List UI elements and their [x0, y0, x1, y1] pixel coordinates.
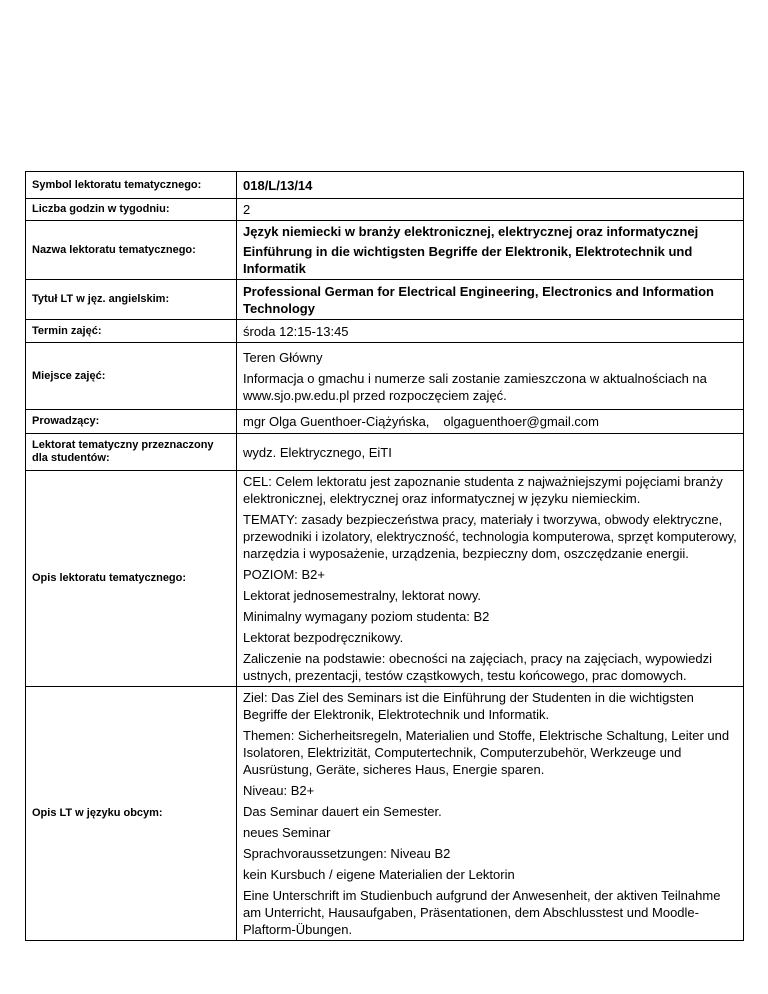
- description-pl-label: Opis lektoratu tematycznego:: [26, 471, 237, 687]
- place-value-info: Informacja o gmachu i numerze sali zostanie zamieszczona w aktualnościach na www.sjo.pw.edu.pl przed rozpoczęciem zajęć.: [243, 370, 707, 403]
- teacher-name: mgr Olga Guenthoer-Ciążyńska,: [243, 414, 430, 429]
- teacher-value: [237, 410, 744, 434]
- title-en-label: Tytuł LT w jęz. angielskim:: [26, 280, 237, 320]
- title-en-value: Professional German for Electrical Engineering, Electronics and Information Technology: [237, 280, 744, 320]
- name-label: Nazwa lektoratu tematycznego:: [26, 221, 237, 280]
- description-pl-paragraph: POZIOM: B2+: [243, 567, 325, 582]
- description-foreign-paragraph: Sprachvoraussetzungen: Niveau B2: [243, 846, 451, 861]
- symbol-value: 018/L/13/14: [237, 172, 744, 199]
- place-value-area: Teren Główny: [243, 349, 323, 365]
- place-value: [237, 343, 744, 410]
- row-teacher: [26, 410, 744, 434]
- row-description-foreign: [26, 687, 744, 941]
- row-term: [26, 320, 744, 343]
- row-description-pl: [26, 471, 744, 687]
- description-foreign-value: [237, 687, 744, 941]
- description-foreign-label: Opis LT w języku obcym:: [26, 687, 237, 941]
- audience-value: wydz. Elektrycznego, EiTI: [237, 434, 744, 471]
- row-name: [26, 221, 744, 280]
- description-foreign-paragraph: Niveau: B2+: [243, 783, 315, 798]
- course-info-table: [25, 171, 744, 941]
- teacher-label: Prowadzący:: [26, 410, 237, 434]
- hours-value: 2: [237, 199, 744, 221]
- description-pl-paragraph: CEL: Celem lektoratu jest zapoznanie studenta z najważniejszymi pojęciami branży elektronicznej, elektrycznej oraz informatycznej w języku niemieckim.: [243, 474, 723, 506]
- term-value: środa 12:15-13:45: [237, 320, 744, 343]
- description-pl-paragraph: Zaliczenie na podstawie: obecności na zajęciach, pracy na zajęciach, wypowiedzi ustnych, prezentacji, testów cząstkowych, testu końcowego, prac domowych.: [243, 651, 712, 683]
- description-pl-paragraph: Minimalny wymagany poziom studenta: B2: [243, 609, 490, 624]
- hours-label: Liczba godzin w tygodniu:: [26, 199, 237, 221]
- description-pl-paragraph: Lektorat jednosemestralny, lektorat nowy.: [243, 588, 481, 603]
- description-foreign-paragraph: Das Seminar dauert ein Semester.: [243, 804, 442, 819]
- audience-label: Lektorat tematyczny przeznaczony dla studentów:: [26, 434, 237, 471]
- description-foreign-paragraph: Eine Unterschrift im Studienbuch aufgrund der Anwesenheit, der aktiven Teilnahme am Unterricht, Hausaufgaben, Präsentationen, dem Abschlusstest und Moodle-Plaftorm-Übungen.: [243, 888, 721, 937]
- symbol-label: Symbol lektoratu tematycznego:: [26, 172, 237, 199]
- description-foreign-paragraph: Themen: Sicherheitsregeln, Materialien und Stoffe, Elektrische Schaltung, Leiter und Isolatoren, Elektrizität, Computertechnik, Computerzubehör, Werkzeuge und Ausrüstung, Geräte, sicheres Haus, Energie sparen.: [243, 728, 730, 777]
- term-label: Termin zajęć:: [26, 320, 237, 343]
- name-value-de: Einführung in die wichtigsten Begriffe der Elektronik, Elektrotechnik und Informatik: [243, 244, 693, 276]
- description-foreign-paragraph: Ziel: Das Ziel des Seminars ist die Einführung der Studenten in die wichtigsten Begriffe der Elektronik, Elektrotechnik und Informatik.: [243, 690, 694, 722]
- row-symbol: [26, 172, 744, 199]
- teacher-email[interactable]: olgaguenthoer@gmail.com: [443, 414, 599, 429]
- name-value: [237, 221, 744, 280]
- name-value-pl: Język niemiecki w branży elektronicznej, elektrycznej oraz informatycznej: [243, 224, 699, 239]
- description-pl-paragraph: Lektorat bezpodręcznikowy.: [243, 630, 404, 645]
- description-pl-paragraph: TEMATY: zasady bezpieczeństwa pracy, materiały i tworzywa, obwody elektryczne, przewodniki i izolatory, elektryczność, technologia komputerowa, sprzęt komputerowy, narzędzia i wyposażenie, urządzenia, bezpieczny dom, oszczędzanie energii.: [243, 512, 737, 561]
- description-foreign-paragraph: neues Seminar: [243, 825, 331, 840]
- row-audience: [26, 434, 744, 471]
- place-label: Miejsce zajęć:: [26, 343, 237, 410]
- row-place: [26, 343, 744, 410]
- description-pl-value: [237, 471, 744, 687]
- row-hours: [26, 199, 744, 221]
- description-foreign-paragraph: kein Kursbuch / eigene Materialien der Lektorin: [243, 867, 515, 882]
- row-title-en: [26, 280, 744, 320]
